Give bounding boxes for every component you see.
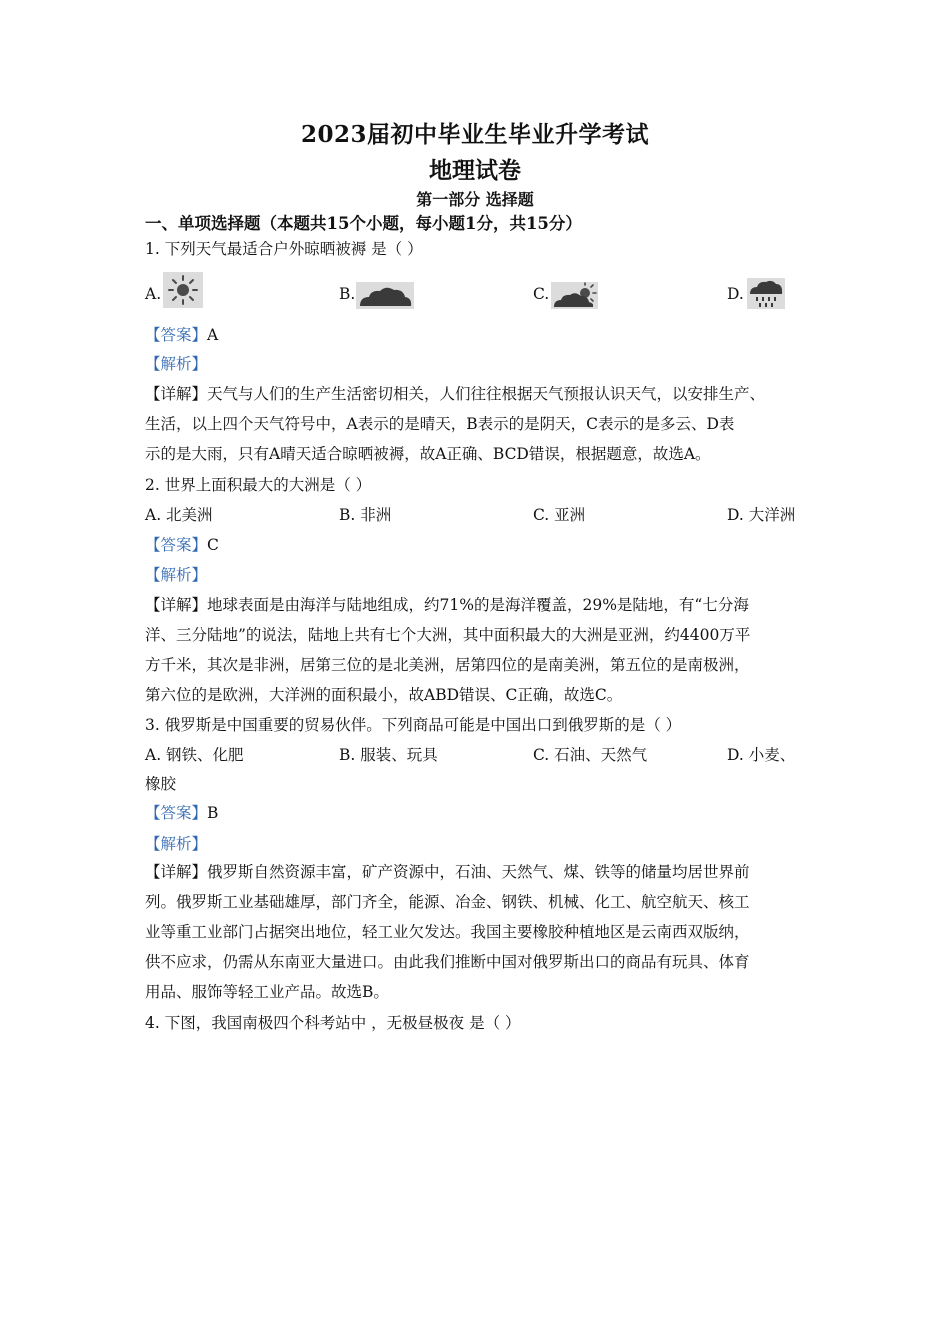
section-heading: 一、单项选择题（本题共15个小题，每小题1分，共15分） [145,214,582,233]
q2-analysis-label: 【解析】 [145,566,208,584]
q3-answer: 【答案】B [145,804,219,822]
q2-option-c: C. 亚洲 [533,506,586,524]
q1-detail-line-1: 【详解】天气与人们的生产生活密切相关，人们往往根据天气预报认识天气，以安排生产、 [145,385,766,403]
cloudy-icon [551,282,598,309]
q3-option-d-wrap: 橡胶 [145,775,177,793]
question-2-text: 2. 世界上面积最大的大洲是（ ） [145,476,372,494]
question-1-text: 1. 下列天气最适合户外晾晒被褥 是（ ） [145,240,423,258]
q2-option-b: B. 非洲 [339,506,392,524]
q1-option-c-label: C. [533,285,550,303]
q3-option-a: A. 钢铁、化肥 [145,746,244,764]
q2-option-d: D. 大洋洲 [727,506,796,524]
q3-detail-line-1: 【详解】俄罗斯自然资源丰富，矿产资源中，石油、天然气、煤、铁等的储量均居世界前 [145,863,750,881]
q2-option-a: A. 北美洲 [145,506,213,524]
q3-detail-line-2: 列。俄罗斯工业基础雄厚，部门齐全，能源、冶金、钢铁、机械、化工、航空航天、核工 [145,893,750,911]
q2-detail-line-1: 【详解】地球表面是由海洋与陆地组成，约71%的是海洋覆盖，29%是陆地，有“七分海 [145,596,749,614]
q3-option-d: D. 小麦、 [727,746,796,764]
q1-detail-line-3: 示的是大雨，只有A晴天适合晾晒被褥，故A正确、BCD错误，根据题意，故选A。 [145,445,711,463]
q1-analysis-label: 【解析】 [145,355,208,373]
sunny-icon [163,272,203,308]
q3-option-c: C. 石油、天然气 [533,746,648,764]
question-4-text: 4. 下图，我国南极四个科考站中 ，无极昼极夜 是（ ） [145,1014,521,1032]
q2-detail-line-2: 洋、三分陆地”的说法，陆地上共有七个大洲，其中面积最大的大洲是亚洲，约4400万平 [145,626,751,644]
heavy-rain-icon [747,278,785,309]
exam-title: 2023届初中毕业生毕业升学考试 [300,121,649,148]
q2-detail-line-4: 第六位的是欧洲，大洋洲的面积最小，故ABD错误、C正确，故选C。 [145,686,623,704]
q3-detail-line-4: 供不应求，仍需从东南亚大量进口。由此我们推断中国对俄罗斯出口的商品有玩具、体育 [145,953,750,971]
q1-option-b-label: B. [339,285,356,303]
part-heading: 第一部分 选择题 [416,190,534,209]
q2-detail-line-3: 方千米，其次是非洲，居第三位的是北美洲，居第四位的是南美洲，第五位的是南极洲， [145,656,750,674]
q2-answer: 【答案】C [145,536,219,554]
q1-answer: 【答案】A [145,326,219,344]
q1-detail-line-2: 生活，以上四个天气符号中，A表示的是晴天，B表示的是阴天，C表示的是多云、D表 [145,415,735,433]
exam-subtitle: 地理试卷 [429,157,521,184]
overcast-icon [356,282,414,309]
question-3-text: 3. 俄罗斯是中国重要的贸易伙伴。下列商品可能是中国出口到俄罗斯的是（ ） [145,716,682,734]
q3-analysis-label: 【解析】 [145,835,208,853]
q3-detail-line-5: 用品、服饰等轻工业产品。故选B。 [145,983,389,1001]
q1-option-d-label: D. [727,285,744,303]
q1-option-a-label: A. [145,285,162,303]
q3-option-b: B. 服装、玩具 [339,746,438,764]
q3-detail-line-3: 业等重工业部门占据突出地位，轻工业欠发达。我国主要橡胶种植地区是云南西双版纳， [145,923,750,941]
